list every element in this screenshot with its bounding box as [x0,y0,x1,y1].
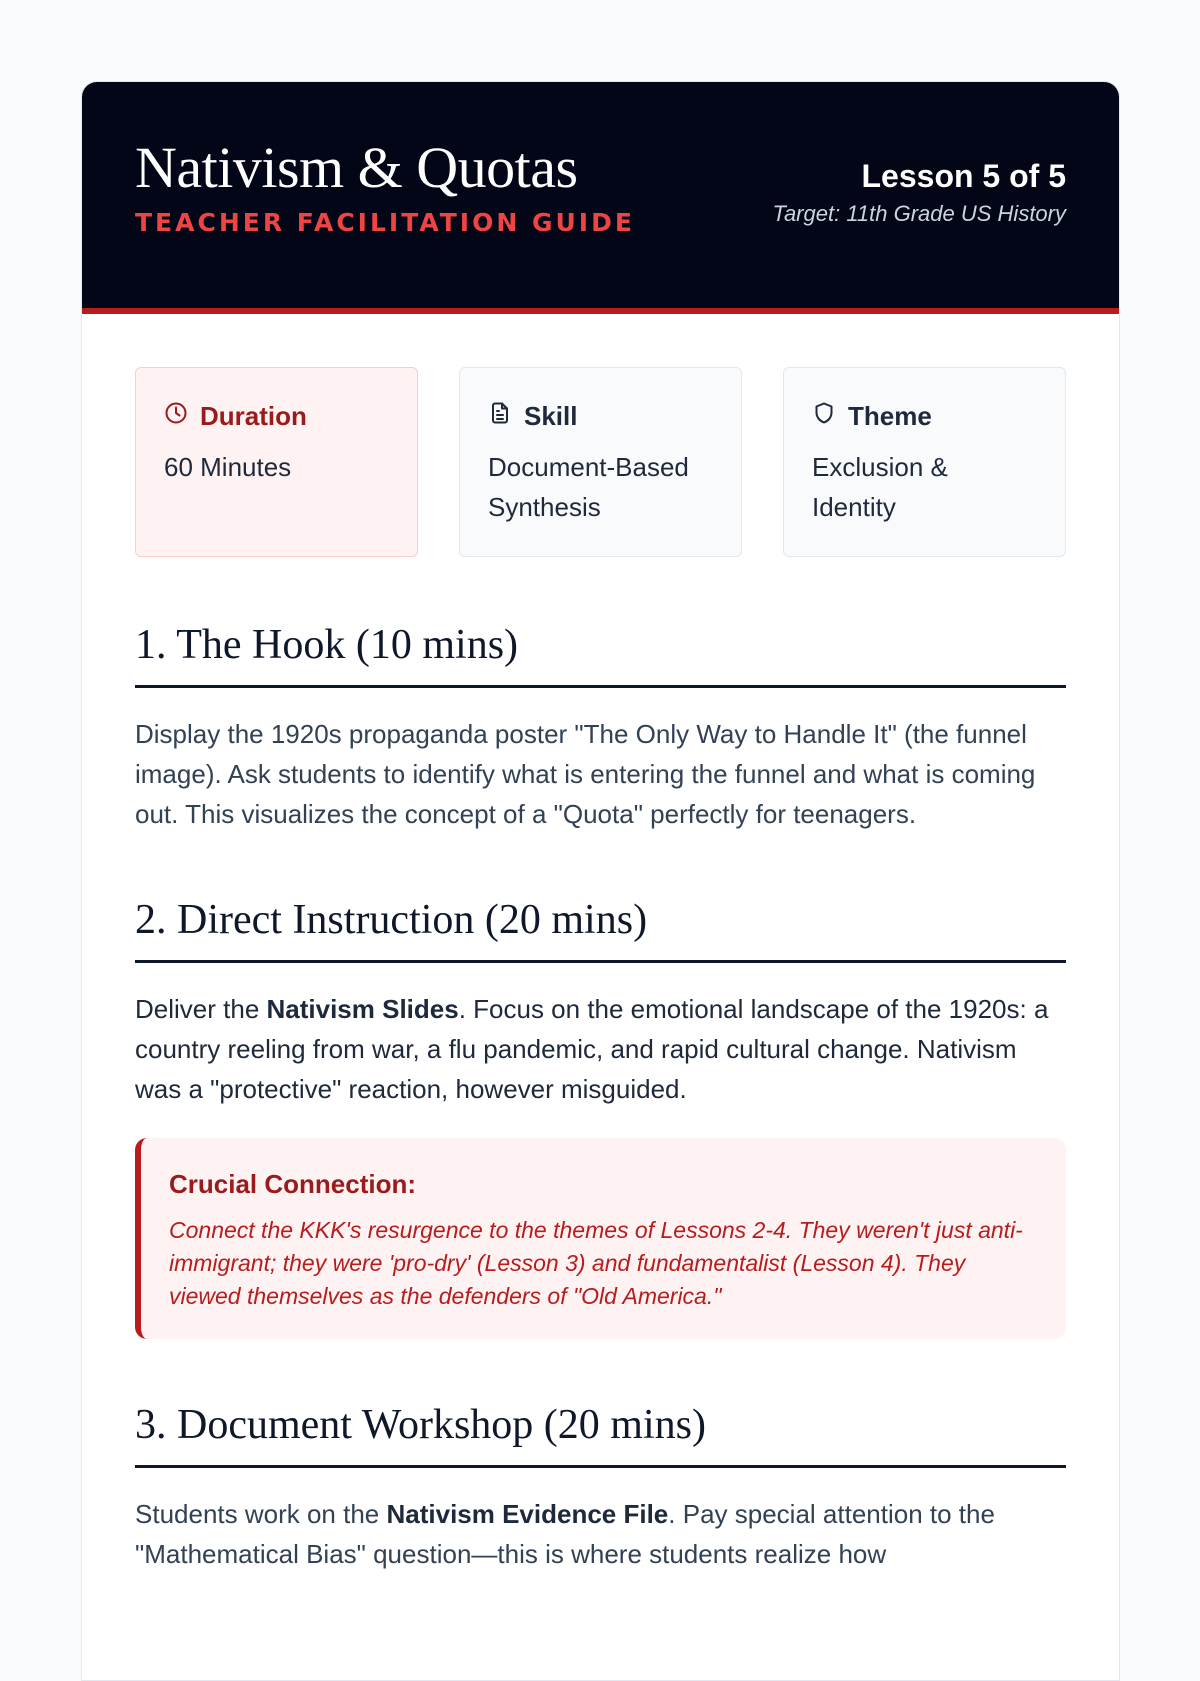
theme-card [783,367,1066,557]
guide-header [82,82,1119,314]
callout-title: Crucial Connection: [169,1169,417,1199]
theme-label: Theme [848,401,932,431]
section-title: 1. The Hook (10 mins) [135,619,1066,688]
info-cards [135,367,1066,557]
resource-name: Nativism Evidence File [386,1499,669,1529]
lesson-number: Lesson 5 of 5 [861,158,1066,194]
section-body: Display the 1920s propaganda poster "The Only Way to Handle It" (the funnel image). Ask students to identify what is entering the funnel and what is coming out. This visualizes the concept of a "Quota" perfectly for teenagers. [135,719,1036,829]
section-title: 2. Direct Instruction (20 mins) [135,894,1066,963]
skill-value: Document-Based Synthesis [488,452,689,522]
crucial-connection-callout [135,1138,1066,1339]
skill-card [459,367,742,557]
target-audience: Target: 11th Grade US History [772,201,1066,226]
skill-label: Skill [524,401,578,431]
section-direct-instruction [135,894,1066,1339]
body-text: . Pay special attention to the "Mathematical Bias" question—this is where students realize how [135,1499,995,1569]
section-body [135,989,1066,1109]
body-text: . Focus on the emotional landscape of the 1920s: a country reeling from war, a flu pandemic, and rapid cultural change. Nativism was a "protective" reaction, however misguided. [135,994,1049,1104]
duration-card [135,367,418,557]
guide-title: Nativism & Quotas [135,135,578,200]
clock-icon [164,396,188,436]
theme-value: Exclusion & Identity [812,452,948,522]
guide-subtitle: TEACHER FACILITATION GUIDE [135,208,635,237]
body-text: Deliver the [135,994,267,1024]
document-icon [488,396,512,436]
section-document-workshop [135,1399,1066,1574]
section-title: 3. Document Workshop (20 mins) [135,1399,1066,1468]
body-text: Students work on the [135,1499,387,1529]
resource-name: Nativism Slides [266,994,459,1024]
shield-icon [812,396,836,436]
lesson-guide-page [81,81,1120,1681]
duration-value: 60 Minutes [164,452,292,482]
callout-text: Connect the KKK's resurgence to the themes of Lessons 2-4. They weren't just anti-immigrant; they were 'pro-dry' (Lesson 3) and fundamentalist (Lesson 4). They viewed themselves as the defenders of "Old America." [169,1217,1023,1309]
section-body [135,1494,1066,1574]
duration-label: Duration [200,401,307,431]
section-hook [135,619,1066,834]
